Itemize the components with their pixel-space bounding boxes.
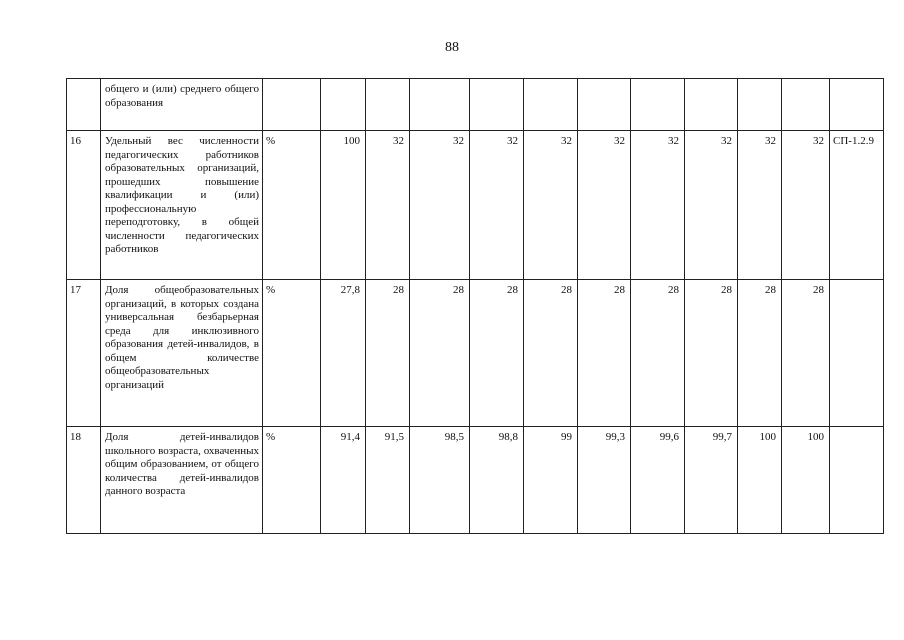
table-row <box>67 79 884 131</box>
value-cell: 28 <box>738 280 782 427</box>
value-cell: 28 <box>470 280 524 427</box>
value-cell: 32 <box>738 131 782 280</box>
indicator-name-cell: Удельный вес численности педагогических работников образовательных организаций, прошедших повышение квалификации и (или) профессиональную переподготовку, в общей численности педагогических работников <box>101 131 263 280</box>
unit-cell <box>263 79 321 131</box>
value-cell <box>738 79 782 131</box>
value-cell: 28 <box>782 280 830 427</box>
row-number-cell: 16 <box>67 131 101 280</box>
indicator-name-cell: Доля общеобразовательных организаций, в которых создана универсальная безбарьерная среда для инклюзивного образования детей-инвалидов, в общем количестве общеобразовательных организаций <box>101 280 263 427</box>
value-cell <box>782 79 830 131</box>
table-row <box>67 280 884 427</box>
value-cell: 99,6 <box>631 427 685 534</box>
unit-cell: % <box>263 427 321 534</box>
value-cell: 32 <box>685 131 738 280</box>
value-cell <box>366 79 410 131</box>
value-cell: 99 <box>524 427 578 534</box>
value-cell: 28 <box>578 280 631 427</box>
source-cell <box>830 79 884 131</box>
value-cell: 27,8 <box>321 280 366 427</box>
row-number-cell: 18 <box>67 427 101 534</box>
row-number-cell: 17 <box>67 280 101 427</box>
page-number: 88 <box>445 40 459 55</box>
value-cell: 100 <box>321 131 366 280</box>
indicator-name-cell: Доля детей-инвалидов школьного возраста, охваченных общим образованием, от общего количества детей-инвалидов данного возраста <box>101 427 263 534</box>
value-cell: 100 <box>782 427 830 534</box>
value-cell <box>410 79 470 131</box>
source-cell <box>830 280 884 427</box>
value-cell <box>470 79 524 131</box>
value-cell: 98,8 <box>470 427 524 534</box>
table-row <box>67 427 884 534</box>
value-cell: 28 <box>524 280 578 427</box>
value-cell: 91,5 <box>366 427 410 534</box>
value-cell: 32 <box>470 131 524 280</box>
value-cell <box>321 79 366 131</box>
unit-cell: % <box>263 280 321 427</box>
table-row <box>67 131 884 280</box>
value-cell: 99,7 <box>685 427 738 534</box>
unit-cell: % <box>263 131 321 280</box>
value-cell: 32 <box>524 131 578 280</box>
value-cell <box>578 79 631 131</box>
source-cell <box>830 427 884 534</box>
value-cell: 32 <box>578 131 631 280</box>
value-cell: 98,5 <box>410 427 470 534</box>
value-cell <box>524 79 578 131</box>
value-cell: 99,3 <box>578 427 631 534</box>
value-cell: 100 <box>738 427 782 534</box>
value-cell <box>685 79 738 131</box>
indicators-table <box>66 78 884 534</box>
value-cell: 91,4 <box>321 427 366 534</box>
value-cell: 32 <box>366 131 410 280</box>
value-cell: 32 <box>410 131 470 280</box>
value-cell <box>631 79 685 131</box>
source-cell: СП-1.2.9 <box>830 131 884 280</box>
table-body <box>67 79 884 534</box>
value-cell: 28 <box>410 280 470 427</box>
indicator-name-cell: общего и (или) среднего общего образования <box>101 79 263 131</box>
value-cell: 28 <box>631 280 685 427</box>
row-number-cell <box>67 79 101 131</box>
value-cell: 28 <box>366 280 410 427</box>
value-cell: 28 <box>685 280 738 427</box>
value-cell: 32 <box>782 131 830 280</box>
value-cell: 32 <box>631 131 685 280</box>
